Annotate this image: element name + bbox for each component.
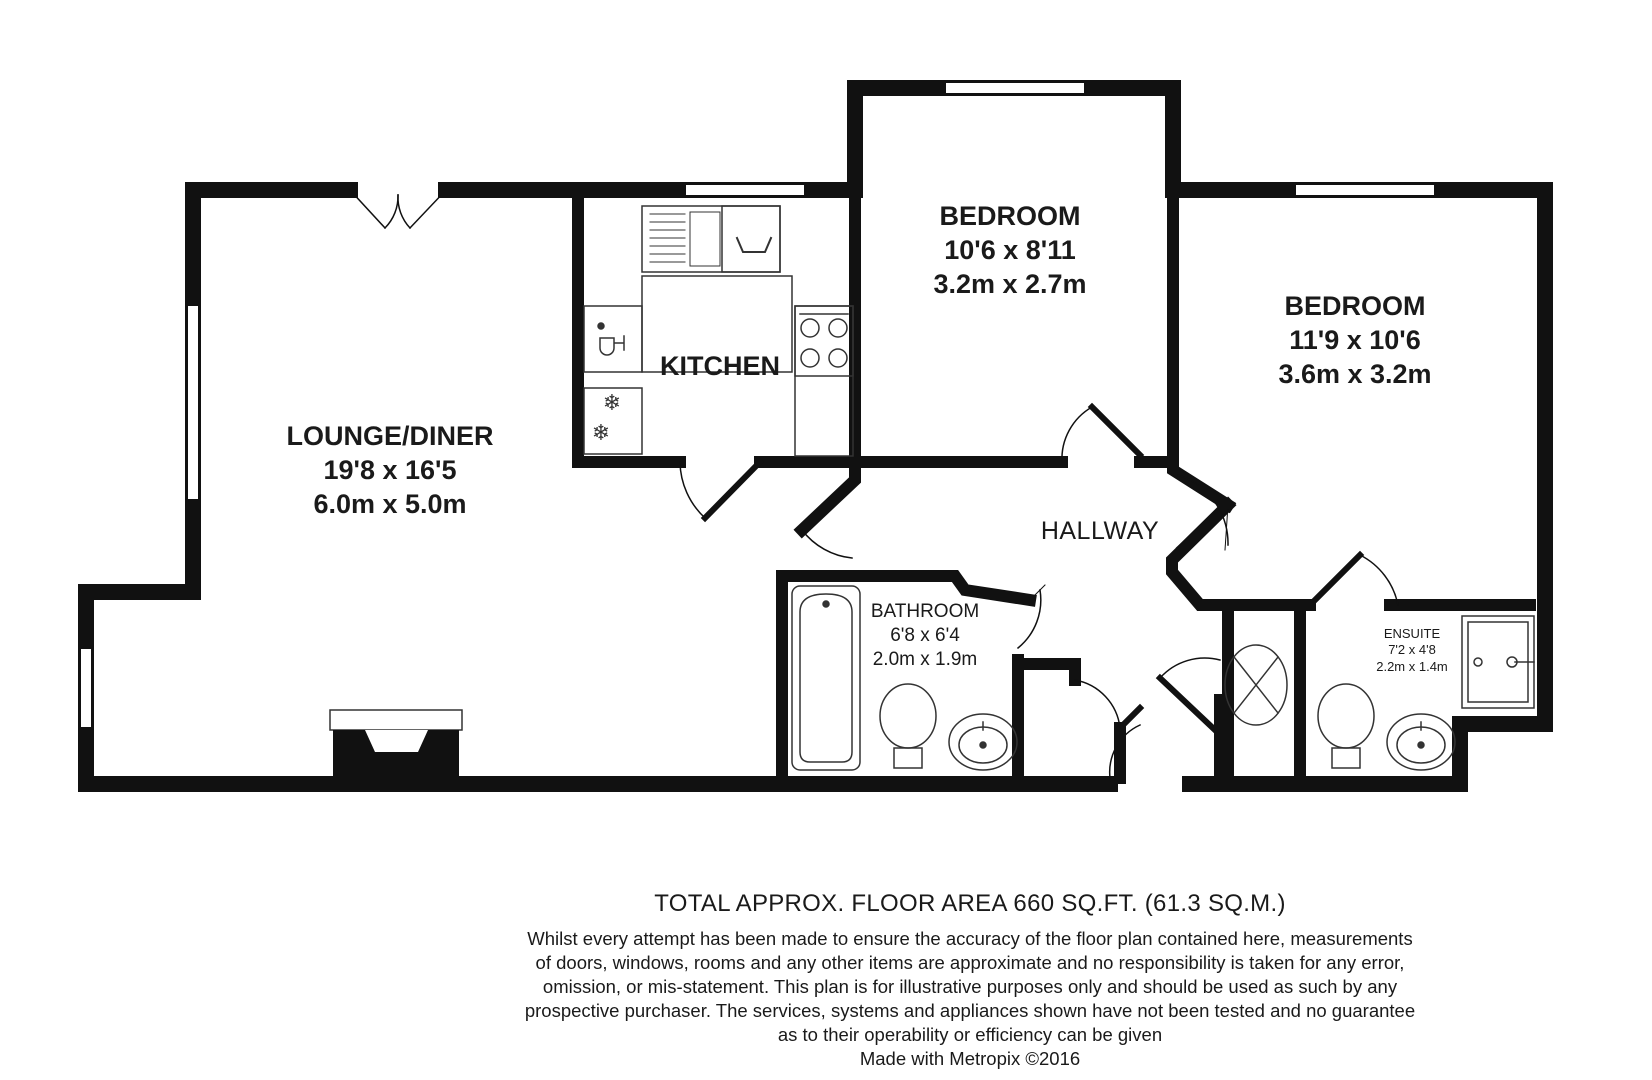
- dishwasher-icon: [584, 306, 642, 372]
- disclaimer: [420, 927, 1520, 1071]
- disclaimer-line: of doors, windows, rooms and any other items are approximate and no responsibility is taken for any error,: [535, 952, 1405, 973]
- hallway-name: HALLWAY: [1040, 517, 1160, 545]
- total-area: TOTAL APPROX. FLOOR AREA 660 SQ.FT. (61.3 SQ.M.): [654, 890, 1286, 917]
- bath-icon: [792, 586, 860, 770]
- lounge-name: LOUNGE/DINER: [286, 421, 494, 451]
- hallway-label: [1020, 516, 1180, 547]
- ensuite-label: [1368, 626, 1456, 675]
- kitchen-label: [645, 350, 795, 384]
- bedroom1-name: BEDROOM: [939, 201, 1081, 231]
- disclaimer-line: Whilst every attempt has been made to ensure the accuracy of the floor plan contained here, measurements: [527, 928, 1413, 949]
- bedroom1-label: [880, 200, 1140, 301]
- ensuite-imperial: 7'2 x 4'8: [1388, 642, 1436, 658]
- bedroom2-label: [1225, 290, 1485, 391]
- ensuite-metric: 2.2m x 1.4m: [1376, 658, 1448, 674]
- bedroom2-name: BEDROOM: [1284, 291, 1426, 321]
- bedroom2-imperial: 11'9 x 10'6: [1289, 324, 1421, 355]
- bedroom1-imperial: 10'6 x 8'11: [944, 234, 1076, 265]
- disclaimer-line: omission, or mis-statement. This plan is for illustrative purposes only and should be used as such by any: [542, 976, 1398, 997]
- shower-icon: [1462, 616, 1534, 708]
- bedroom1-metric: 3.2m x 2.7m: [933, 268, 1087, 299]
- svg-text:❄: ❄: [602, 391, 622, 416]
- svg-text:❄: ❄: [591, 421, 611, 446]
- bathroom-label: [855, 600, 995, 671]
- kitchen-fixtures: [584, 206, 853, 456]
- disclaimer-line: prospective purchaser. The services, systems and appliances shown have not been tested and no guarantee: [524, 1000, 1416, 1021]
- toilet-icon: [880, 684, 936, 768]
- bathroom-imperial: 6'8 x 6'4: [890, 624, 960, 646]
- fireplace-icon: [330, 710, 462, 778]
- basin-icon: [949, 714, 1017, 770]
- disclaimer-line: as to their operability or efficiency can be given: [777, 1024, 1163, 1045]
- hob-icon: [795, 306, 853, 376]
- lounge-metric: 6.0m x 5.0m: [313, 488, 467, 519]
- lounge-imperial: 19'8 x 16'5: [323, 454, 457, 485]
- double-door-icon: [350, 190, 446, 228]
- kitchen-name: KITCHEN: [660, 351, 780, 381]
- lounge-label: [240, 420, 540, 521]
- cylinder-icon: [1225, 645, 1287, 725]
- bedroom2-metric: 3.6m x 3.2m: [1278, 358, 1432, 389]
- ensuite-basin-icon: [1387, 714, 1455, 770]
- bathroom-name: BATHROOM: [870, 601, 980, 622]
- ensuite-name: ENSUITE: [1383, 626, 1441, 641]
- ensuite-toilet-icon: [1318, 684, 1374, 768]
- credit: Made with Metropix ©2016: [859, 1048, 1081, 1069]
- bathroom-metric: 2.0m x 1.9m: [872, 648, 978, 670]
